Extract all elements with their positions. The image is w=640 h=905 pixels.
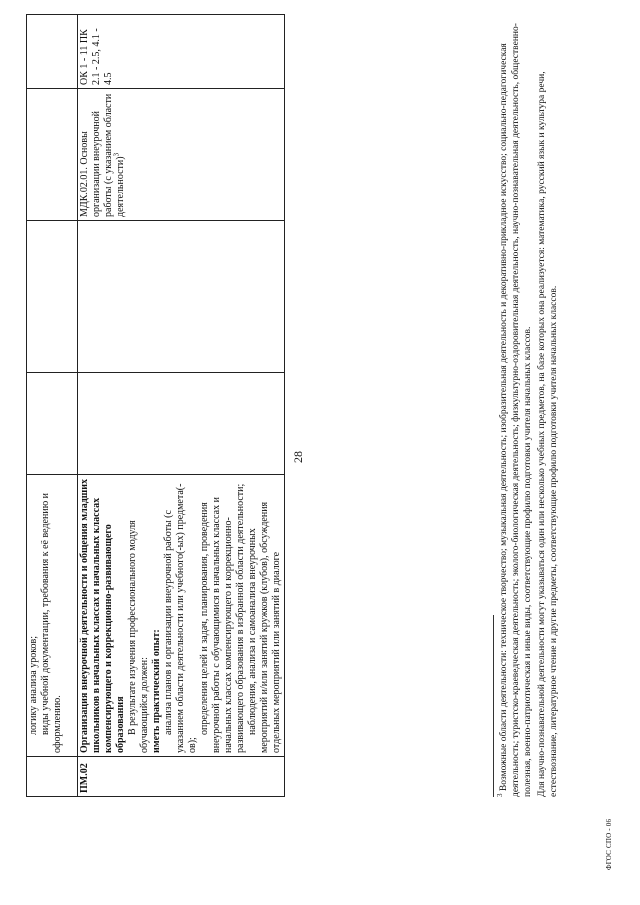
table-row <box>27 15 78 797</box>
table-cell-code <box>27 757 78 797</box>
footnote-mark: 3 <box>495 793 504 797</box>
footnote-divider <box>493 615 494 797</box>
curriculum-table <box>26 14 285 797</box>
module-title: Организация внеурочной деятельности и общения младших школьников в начальных классах и начальных классах компенсирующего и коррекционно-развивающего образования <box>79 479 126 753</box>
table-row <box>78 15 285 797</box>
table-cell-empty <box>27 221 78 373</box>
experience-item: наблюдения, анализа и самоанализа внеурочных мероприятий и/или занятий кружков (клубов), обсуждения отдельных мероприятий или занятий в диалоге <box>247 501 282 753</box>
footnote-block <box>495 15 562 797</box>
page-number: 28 <box>291 451 305 463</box>
table-cell-content <box>27 475 78 757</box>
table-cell-empty <box>78 373 285 475</box>
competencies-cell: ОК 1 - 11 ПК 2.1 - 2.5, 4.1 - 4.5 <box>78 15 285 89</box>
mdk-text: МДК.02.01. Основы организации внеурочной работы (с указанием области деятельности) <box>79 93 126 217</box>
table-cell-empty <box>78 221 285 373</box>
content-line: логику анализа уроков; <box>28 635 39 735</box>
footnote-text-1: Возможные области деятельности: техническое творчество; музыкальная деятельность; изобразительная деятельность и декоративно-прикладное искусство; социально-педагогическая деятельность; туристско-краеведческая деятельность; эколого-биологическая деятельность; физкультурно-оздоровительная деятельность, научно-познавательная деятельность, общественно-полезная, военно-патриотическая и иные виды, соответствующие профилю подготовки учителя начальных классов. <box>499 23 533 797</box>
experience-item: определения целей и задач, планирования, проведения внеурочной работы с обучающимися в начальных классах и начальных классах компенсирующего и коррекционно-развивающего образования в избранной области деятельности; <box>199 483 246 753</box>
experience-label: иметь практический опыт: <box>151 629 162 753</box>
footnote-text <box>495 15 534 797</box>
module-description <box>78 475 285 757</box>
table-cell-empty <box>27 15 78 89</box>
footnote-ref: 3 <box>112 152 121 157</box>
module-intro: В результате изучения профессионального модуля обучающийся должен: <box>127 520 150 753</box>
content-line: виды учебной документации, требования к её ведению и оформлению. <box>40 492 63 753</box>
footnote-text: Для научно-познавательной деятельности могут указываться один или несколько учебных предметов, на базе которых она реализуется: математика, русский язык и культура речи, естествознание, литературное чтение и другие предметы, соответствующие профилю подготовки учителя начальных классов. <box>537 71 559 797</box>
experience-item: анализа планов и организации внеурочной работы (с указанием области деятельности или учебного(-ых) предмета(-ов); <box>163 483 198 753</box>
table-cell-empty <box>27 89 78 221</box>
mdk-cell <box>78 89 285 221</box>
table-cell-empty <box>27 373 78 475</box>
document-code: ФГОС СПО - 06 <box>605 818 613 870</box>
module-code: ПМ.02 <box>78 757 285 797</box>
